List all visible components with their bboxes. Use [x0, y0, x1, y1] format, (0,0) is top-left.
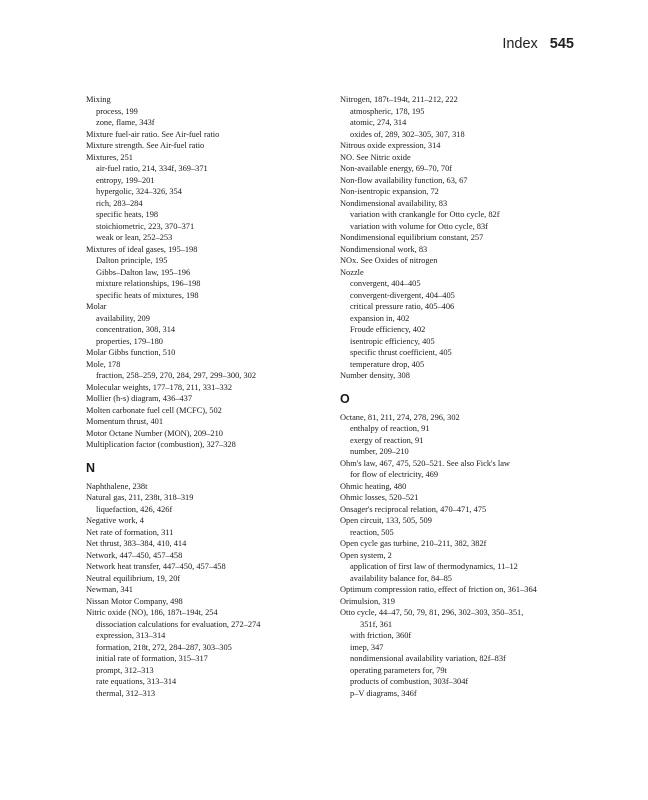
- index-entry: Nitrous oxide expression, 314: [340, 141, 441, 150]
- index-subentry: critical pressure ratio, 405–406: [350, 302, 455, 311]
- index-subentry: hypergolic, 324–326, 354: [96, 187, 182, 196]
- index-entry: Negative work, 4: [86, 516, 144, 525]
- index-entry: Naphthalene, 238t: [86, 481, 148, 491]
- index-entry: Net thrust, 383–384, 410, 414: [86, 539, 187, 548]
- index-entry: Nondimensional equilibrium constant, 257: [340, 233, 484, 242]
- index-entry: Mixture fuel-air ratio. See Air-fuel ratio: [86, 129, 220, 139]
- index-subentry: imep, 347: [350, 642, 384, 652]
- index-entry: Natural gas, 211, 238t, 318–319: [86, 493, 194, 502]
- index-entry: Optimum compression ratio, effect of friction on, 361–364: [340, 585, 537, 594]
- index-entry: Mixture strength. See Air-fuel ratio: [86, 141, 205, 150]
- index-entry: Mixtures of ideal gases, 195–198: [86, 244, 198, 254]
- index-entry: Nitric oxide (NO), 186, 187t–194t, 254: [86, 608, 218, 617]
- index-entry: Non-available energy, 69–70, 70f: [340, 164, 453, 173]
- index-letter-heading: N: [86, 460, 96, 475]
- page-number: 545: [549, 36, 574, 52]
- index-subentry: expression, 313–314: [96, 631, 166, 640]
- index-subentry: exergy of reaction, 91: [350, 435, 424, 445]
- index-subentry: specific thrust coefficient, 405: [350, 348, 452, 357]
- index-subentry: thermal, 312–313: [96, 688, 156, 698]
- index-entry: Mixtures, 251: [86, 152, 133, 162]
- index-subentry: number, 209–210: [350, 447, 409, 456]
- index-subentry: entropy, 199–201: [96, 175, 155, 185]
- index-subentry: temperature drop, 405: [350, 359, 425, 369]
- index-entry: Non-isentropic expansion, 72: [340, 187, 439, 196]
- index-subentry: initial rate of formation, 315–317: [96, 654, 208, 663]
- index-subentry: variation with crankangle for Otto cycle, 82f: [350, 210, 500, 219]
- index-entry: Molar Gibbs function, 510: [86, 348, 176, 357]
- index-column-right: [340, 94, 588, 699]
- index-entry: Non-flow availability function, 63, 67: [340, 175, 468, 185]
- index-subentry: rich, 283–284: [96, 198, 143, 208]
- index-subentry: availability balance for, 84–85: [350, 573, 452, 583]
- index-subentry: liquefaction, 426, 426f: [96, 504, 173, 514]
- index-subentry: Froude efficiency, 402: [350, 325, 426, 334]
- index-entry: Molecular weights, 177–178, 211, 331–332: [86, 382, 233, 392]
- index-entry: Nondimensional availability, 83: [340, 198, 448, 208]
- index-subentry: atomic, 274, 314: [350, 118, 407, 127]
- index-entry: NO. See Nitric oxide: [340, 152, 411, 162]
- index-entry: Open system, 2: [340, 550, 392, 560]
- index-subentry: fraction, 258–259, 270, 284, 297, 299–300, 302: [96, 371, 257, 380]
- index-column-left: [86, 94, 334, 699]
- index-subentry: prompt, 312–313: [96, 665, 154, 675]
- index-entry: Molar: [86, 302, 107, 311]
- index-subentry: expansion in, 402: [350, 313, 410, 323]
- index-subentry: mixture relationships, 196–198: [96, 279, 201, 288]
- index-subentry: enthalpy of reaction, 91: [350, 424, 430, 433]
- index-subentry: concentration, 308, 314: [96, 325, 176, 334]
- index-subentry: application of first law of thermodynamics, 11–12: [350, 562, 518, 571]
- running-head-title: Index: [502, 36, 538, 52]
- index-subentry: nondimensional availability variation, 82f–83f: [350, 654, 506, 663]
- index-entry: Network heat transfer, 447–450, 457–458: [86, 562, 226, 571]
- index-subentry: availability, 209: [96, 313, 150, 323]
- index-entry: Ohmic losses, 520–521: [340, 493, 419, 502]
- index-entry: Ohmic heating, 480: [340, 481, 407, 491]
- index-entry: Nozzle: [340, 267, 364, 277]
- index-entry: Net rate of formation, 311: [86, 527, 174, 537]
- index-entry: Momentum thrust, 401: [86, 417, 164, 426]
- index-entry: Open circuit, 133, 505, 509: [340, 516, 432, 525]
- index-subentry: dissociation calculations for evaluation, 272–274: [96, 619, 261, 629]
- index-entry: Open cycle gas turbine, 210–211, 382, 382f: [340, 539, 487, 548]
- index-entry: Multiplication factor (combustion), 327–328: [86, 440, 236, 449]
- index-subentry: formation, 218t, 272, 284–287, 303–305: [96, 642, 232, 652]
- running-head: [502, 36, 574, 52]
- index-subentry: with friction, 360f: [350, 631, 412, 640]
- index-entry: Mole, 178: [86, 359, 121, 369]
- index-entry: Nitrogen, 187t–194t, 211–212, 222: [340, 95, 458, 104]
- index-entry: Network, 447–450, 457–458: [86, 550, 183, 560]
- index-entry: NOx. See Oxides of nitrogen: [340, 256, 438, 265]
- index-entry: Motor Octane Number (MON), 209–210: [86, 428, 223, 438]
- index-entry: Octane, 81, 211, 274, 278, 296, 302: [340, 412, 460, 422]
- index-entry: Newman, 341: [86, 585, 133, 594]
- index-entry: Ohm's law, 467, 475, 520–521. See also Fick's law: [340, 458, 510, 468]
- index-entry: Nissan Motor Company, 498: [86, 596, 183, 606]
- index-subentry: convergent, 404–405: [350, 279, 421, 288]
- index-subentry: stoichiometric, 223, 370–371: [96, 221, 195, 231]
- index-subentry: reaction, 505: [350, 527, 394, 537]
- index-entry: Molten carbonate fuel cell (MCFC), 502: [86, 405, 222, 415]
- index-entry: Onsager's reciprocal relation, 470–471, 475: [340, 504, 487, 514]
- index-subentry: isentropic efficiency, 405: [350, 336, 435, 346]
- index-subentry: weak or lean, 252–253: [96, 233, 173, 242]
- index-subentry: operating parameters for, 79t: [350, 665, 447, 675]
- index-letter-heading: O: [340, 391, 350, 406]
- index-subentry: process, 199: [96, 106, 138, 116]
- index-subentry: variation with volume for Otto cycle, 83f: [350, 221, 488, 231]
- index-subentry: Gibbs–Dalton law, 195–196: [96, 267, 191, 277]
- index-subentry: specific heats of mixtures, 198: [96, 290, 199, 300]
- index-entry: Mollier (h-s) diagram, 436–437: [86, 394, 193, 403]
- index-entry: Nondimensional work, 83: [340, 244, 428, 254]
- index-subentry: air-fuel ratio, 214, 334f, 369–371: [96, 164, 208, 173]
- index-subentry: for flow of electricity, 469: [350, 470, 439, 479]
- index-subentry: atmospheric, 178, 195: [350, 106, 425, 116]
- index-subentry: p–V diagrams, 346f: [350, 688, 417, 698]
- index-entry: Number density, 308: [340, 371, 410, 380]
- index-subentry: specific heats, 198: [96, 210, 159, 219]
- index-entry: Otto cycle, 44–47, 50, 79, 81, 296, 302–303, 350–351,: [340, 608, 524, 617]
- index-subentry: oxides of, 289, 302–305, 307, 318: [350, 129, 465, 139]
- index-subentry: properties, 179–180: [96, 336, 163, 346]
- index-subentry: convergent-divergent, 404–405: [350, 290, 455, 300]
- index-subentry: 351f, 361: [360, 619, 393, 629]
- index-entry: Mixing: [86, 95, 111, 104]
- index-subentry: Dalton principle, 195: [96, 256, 168, 265]
- index-subentry: zone, flame, 343f: [96, 118, 155, 127]
- index-subentry: products of combustion, 303f–304f: [350, 677, 469, 686]
- index-subentry: rate equations, 313–314: [96, 677, 177, 686]
- index-entry: Neutral equilibrium, 19, 20f: [86, 573, 181, 583]
- index-entry: Orimulsion, 319: [340, 596, 395, 606]
